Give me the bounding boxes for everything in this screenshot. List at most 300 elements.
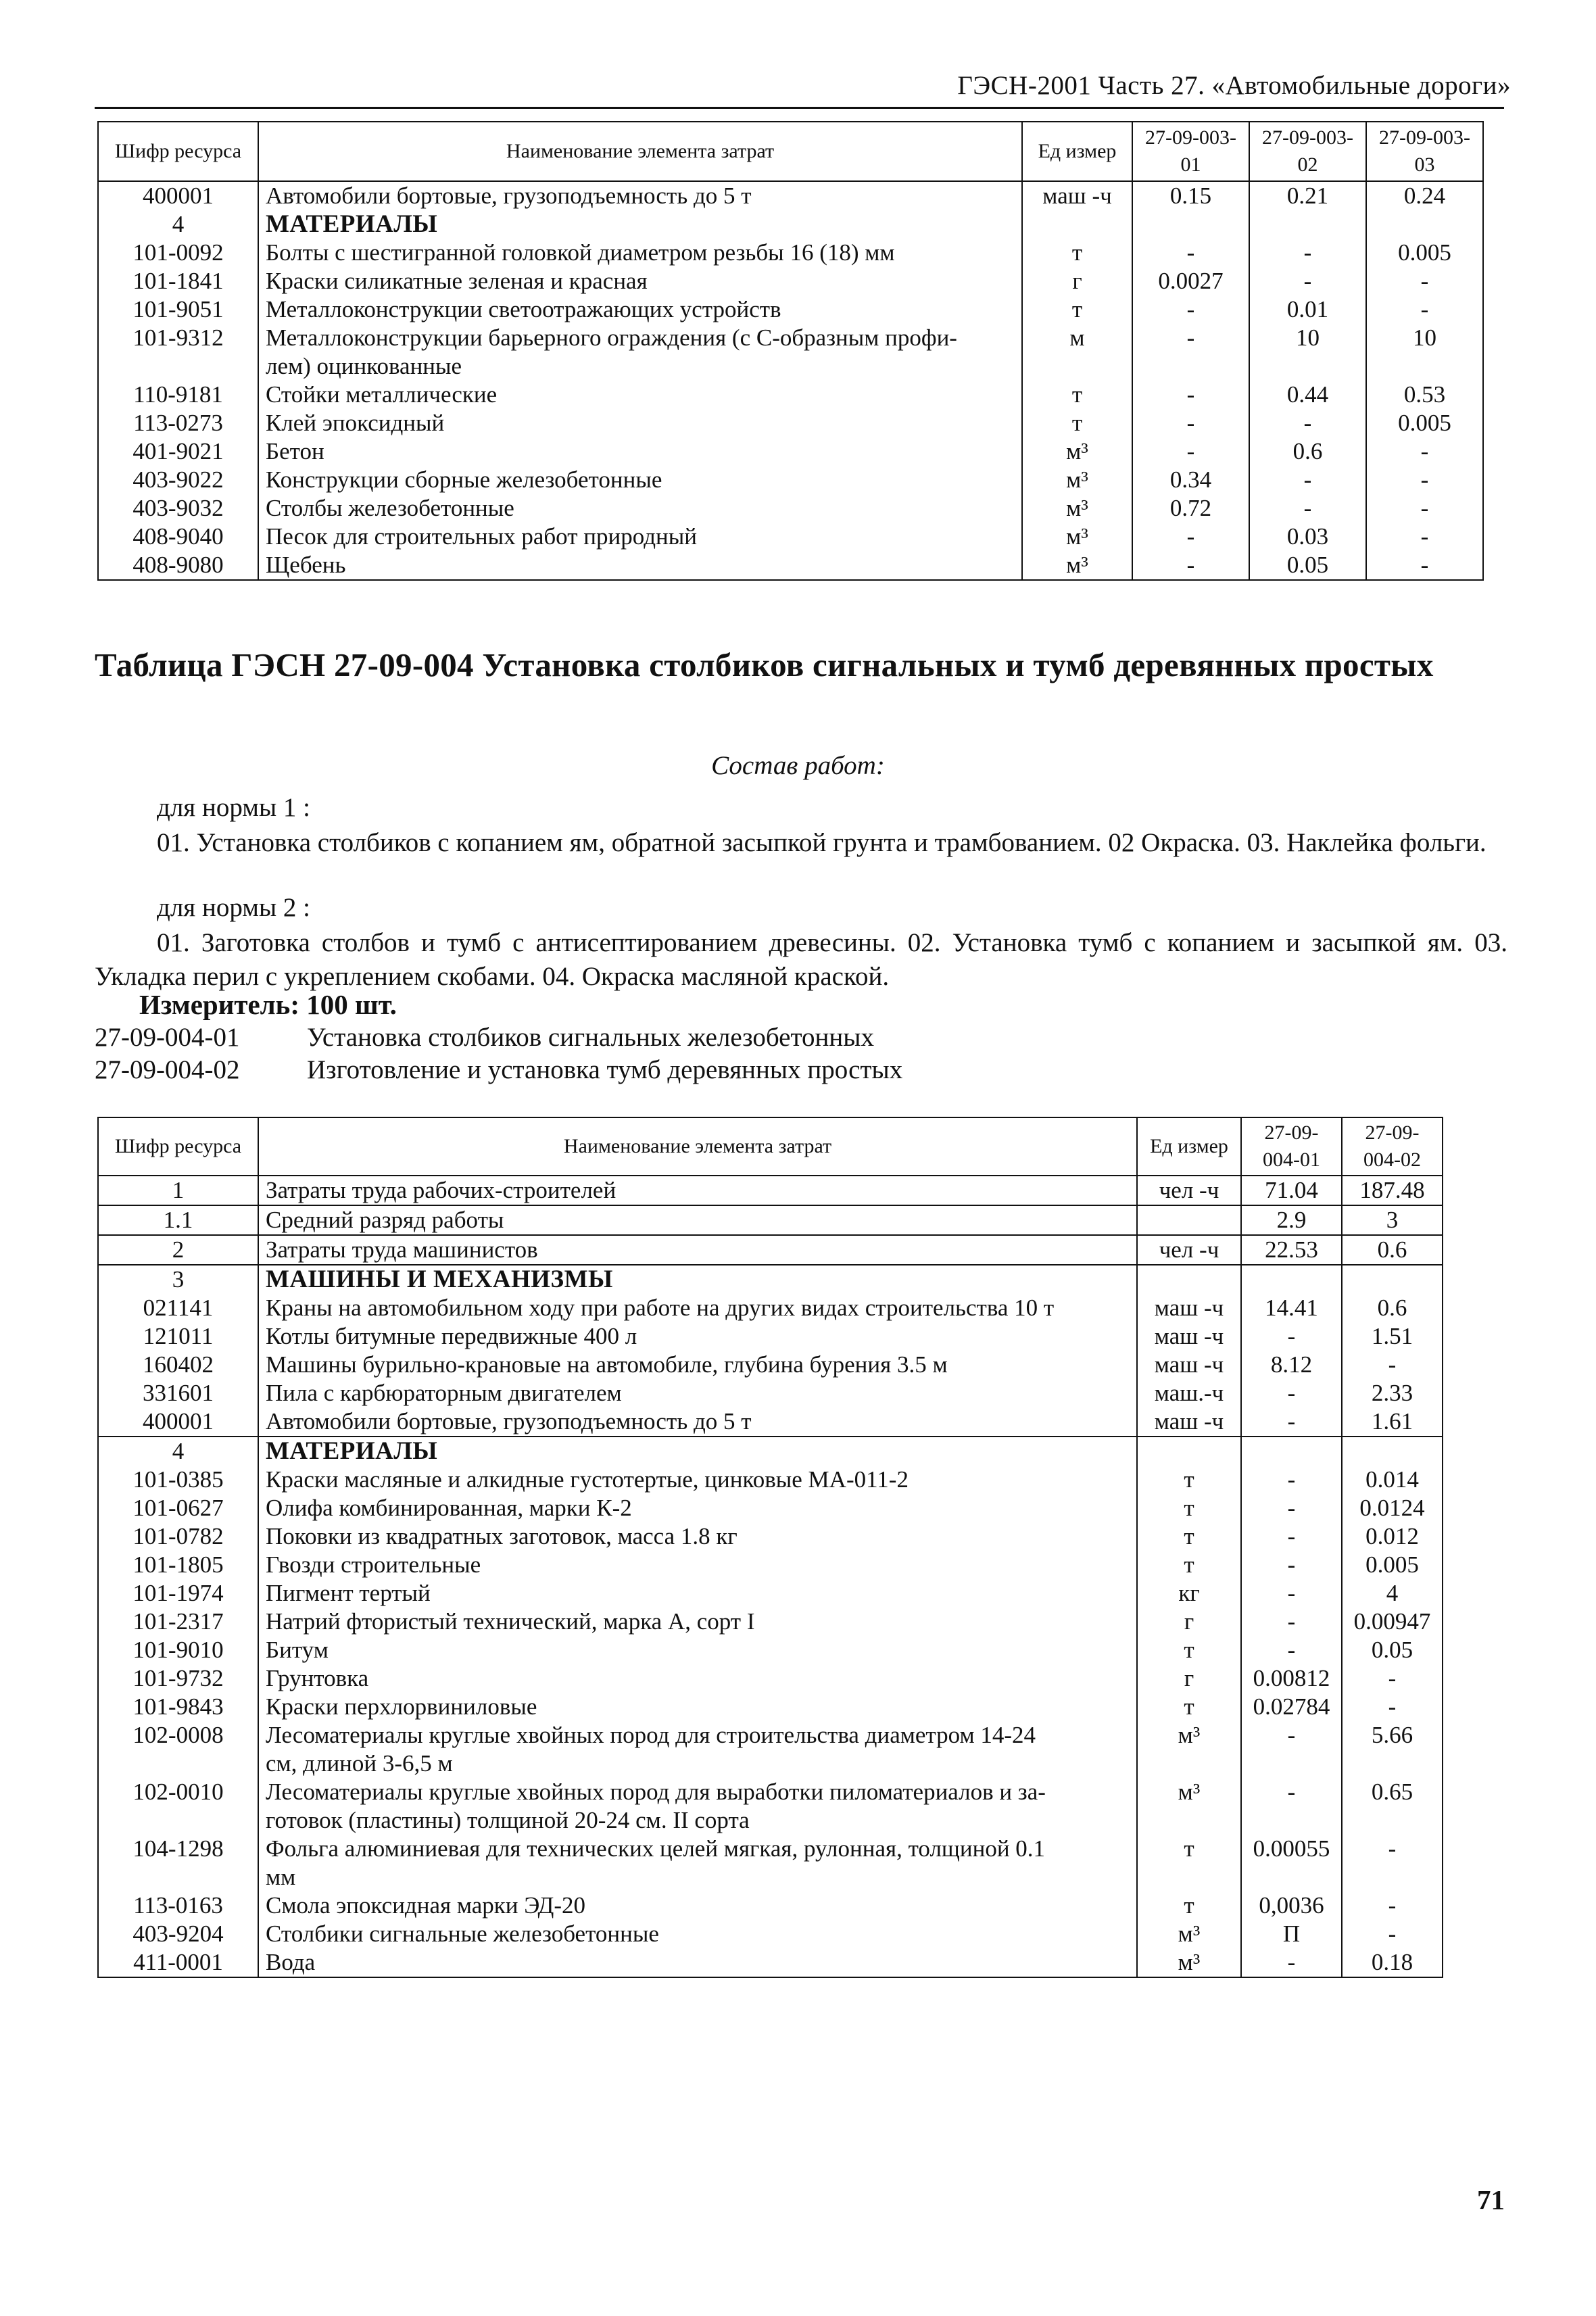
norm1-label: для нормы 1 : — [157, 793, 310, 822]
resource-name: Щебень — [266, 552, 346, 578]
norm-value-cell: 0.05 — [1249, 551, 1366, 580]
resource-name-cell — [258, 1721, 1137, 1778]
norm-value-cell: 10 — [1249, 324, 1366, 381]
norm-value-cell: 0.02784 — [1241, 1693, 1342, 1721]
unit-cell: чел -ч — [1137, 1176, 1241, 1205]
unit-cell: маш.-ч — [1137, 1379, 1241, 1407]
table-row — [98, 1664, 1443, 1693]
table-row — [98, 1778, 1443, 1835]
resource-name: Песок для строительных работ природный — [266, 523, 697, 550]
unit-cell: чел -ч — [1137, 1235, 1241, 1265]
norm-value-cell — [1132, 210, 1249, 239]
resource-name: Краски перхлорвиниловые — [266, 1693, 537, 1720]
unit-cell: м³ — [1137, 1920, 1241, 1948]
norm-value-cell: 8.12 — [1241, 1351, 1342, 1379]
table-row — [98, 181, 1483, 210]
norm-value-cell: - — [1249, 409, 1366, 437]
table-row — [98, 409, 1483, 437]
unit-cell: т — [1022, 381, 1132, 409]
resource-name: Краски масляные и алкидные густотертые, цинковые МА-011-2 — [266, 1466, 909, 1493]
unit-cell: т — [1137, 1835, 1241, 1891]
resource-name-continued: см, длиной 3-6,5 м — [266, 1750, 453, 1777]
resource-name-cell — [258, 381, 1022, 409]
table-row — [98, 381, 1483, 409]
norm-value-cell: П — [1241, 1920, 1342, 1948]
table-row — [98, 1294, 1443, 1322]
column-header: 27-09-003-02 — [1249, 122, 1366, 181]
unit-cell: г — [1137, 1664, 1241, 1693]
norm-value-cell: 0.012 — [1342, 1522, 1443, 1551]
norm-value-cell: 2.9 — [1241, 1205, 1342, 1235]
resource-code-cell: 101-0092 — [98, 239, 258, 267]
norm-value-cell: 0.15 — [1132, 181, 1249, 210]
table-row — [98, 1522, 1443, 1551]
unit-cell: маш -ч — [1137, 1322, 1241, 1351]
norm-value-cell: 10 — [1366, 324, 1483, 381]
resource-code-cell: 101-1805 — [98, 1551, 258, 1579]
unit-cell — [1137, 1437, 1241, 1466]
table-row — [98, 324, 1483, 381]
norm-value-cell — [1342, 1437, 1443, 1466]
norm-value-cell: 5.66 — [1342, 1721, 1443, 1778]
resource-code-cell: 408-9040 — [98, 523, 258, 551]
norm-value-cell: - — [1132, 324, 1249, 381]
norm-value-cell: 0.34 — [1132, 466, 1249, 494]
norm-value-cell: - — [1241, 1579, 1342, 1608]
resource-name: Машины бурильно-крановые на автомобиле, глубина бурения 3.5 м — [266, 1351, 948, 1378]
norm-value-cell: - — [1132, 381, 1249, 409]
unit-cell — [1022, 210, 1132, 239]
table-row — [98, 239, 1483, 267]
table-row — [98, 1466, 1443, 1494]
resource-code-cell: 110-9181 — [98, 381, 258, 409]
unit-cell: маш -ч — [1137, 1294, 1241, 1322]
norm-value-cell: - — [1241, 1522, 1342, 1551]
column-header: 27-09-004-02 — [1342, 1117, 1443, 1176]
column-header: Шифр ресурса — [98, 122, 258, 181]
resource-code-cell: 411-0001 — [98, 1948, 258, 1977]
norm-value-cell: - — [1249, 494, 1366, 523]
resource-code-cell: 101-9051 — [98, 295, 258, 324]
norm-value-cell: 0.6 — [1342, 1294, 1443, 1322]
norm-value-cell: 0.00812 — [1241, 1664, 1342, 1693]
norm-value-cell: 0.05 — [1342, 1636, 1443, 1664]
resource-name-cell — [258, 1664, 1137, 1693]
table-row — [98, 1322, 1443, 1351]
unit-cell: маш -ч — [1137, 1407, 1241, 1437]
resource-code-cell: 400001 — [98, 181, 258, 210]
norm-value-cell: - — [1132, 409, 1249, 437]
norm-value-cell: 0.03 — [1249, 523, 1366, 551]
resource-code-cell: 101-9312 — [98, 324, 258, 381]
norm-value-cell: - — [1241, 1778, 1342, 1835]
resource-name: Гвозди строительные — [266, 1551, 481, 1578]
resource-name-cell — [258, 1948, 1137, 1977]
resource-name: Автомобили бортовые, грузоподъемность до 5 т — [266, 1408, 752, 1434]
resource-name: Фольга алюминиевая для технических целей мягкая, рулонная, толщиной 0.1 — [266, 1835, 1046, 1862]
norm-value-cell: 0.005 — [1342, 1551, 1443, 1579]
norm-value-cell: 0.01 — [1249, 295, 1366, 324]
resource-name: Пила с карбюраторным двигателем — [266, 1380, 622, 1406]
table-row — [98, 1176, 1443, 1205]
norm-value-cell: - — [1132, 437, 1249, 466]
norm-value-cell: - — [1366, 295, 1483, 324]
norm-value-cell: - — [1342, 1664, 1443, 1693]
resource-name: Клей эпоксидный — [266, 410, 445, 436]
norm-value-cell: - — [1132, 295, 1249, 324]
norm-value-cell: 0,0036 — [1241, 1891, 1342, 1920]
norm-code: 27-09-004-01 — [95, 1023, 240, 1052]
resource-code-cell: 331601 — [98, 1379, 258, 1407]
resource-name: Бетон — [266, 438, 324, 464]
composition-title: Состав работ: — [711, 751, 885, 780]
table-row — [98, 1920, 1443, 1948]
resource-table-004 — [97, 1117, 1443, 1978]
norm-value-cell: 0.00055 — [1241, 1835, 1342, 1891]
resource-name-cell — [258, 1891, 1137, 1920]
norm-value-cell: - — [1342, 1835, 1443, 1891]
resource-code-cell: 113-0163 — [98, 1891, 258, 1920]
resource-name-continued: готовок (пластины) толщиной 20-24 см. II сорта — [266, 1807, 750, 1833]
norm-value-cell: - — [1366, 466, 1483, 494]
table-row — [98, 1579, 1443, 1608]
table-row — [98, 1721, 1443, 1778]
resource-name-cell — [258, 295, 1022, 324]
resource-name-cell — [258, 1351, 1137, 1379]
resource-name-cell — [258, 494, 1022, 523]
resource-name-cell — [258, 324, 1022, 381]
norm-value-cell: 0.6 — [1342, 1235, 1443, 1265]
norm-value-cell: - — [1241, 1636, 1342, 1664]
resource-name: МАШИНЫ И МЕХАНИЗМЫ — [266, 1265, 613, 1293]
table-row — [98, 1351, 1443, 1379]
column-header: Ед измер — [1022, 122, 1132, 181]
table-row — [98, 523, 1483, 551]
measure-unit: Измеритель: 100 шт. — [139, 989, 397, 1020]
resource-name-cell — [258, 1466, 1137, 1494]
resource-code-cell: 400001 — [98, 1407, 258, 1437]
norm-value-cell: 22.53 — [1241, 1235, 1342, 1265]
resource-name: Битум — [266, 1637, 329, 1663]
resource-code-cell: 101-2317 — [98, 1608, 258, 1636]
unit-cell: м³ — [1137, 1948, 1241, 1977]
resource-code-cell: 101-9843 — [98, 1693, 258, 1721]
table-row — [98, 1835, 1443, 1891]
table-header-row — [98, 1117, 1443, 1176]
resource-name: Пигмент тертый — [266, 1580, 431, 1606]
resource-name-cell — [258, 437, 1022, 466]
resource-name-cell — [258, 523, 1022, 551]
norm1-text: 01. Установка столбиков с копанием ям, обратной засыпкой грунта и трамбованием. 02 Окраска. 03. Наклейка фольги. — [157, 828, 1486, 857]
resource-code-cell: 121011 — [98, 1322, 258, 1351]
resource-code-cell: 1.1 — [98, 1205, 258, 1235]
resource-code-cell: 101-0782 — [98, 1522, 258, 1551]
resource-code-cell: 2 — [98, 1235, 258, 1265]
unit-cell: т — [1137, 1466, 1241, 1494]
resource-name-cell — [258, 1379, 1137, 1407]
resource-name-cell — [258, 466, 1022, 494]
norm-value-cell: - — [1366, 551, 1483, 580]
resource-name-cell — [258, 267, 1022, 295]
table-row — [98, 494, 1483, 523]
resource-name-cell — [258, 1265, 1137, 1294]
table-row — [98, 1205, 1443, 1235]
resource-name-cell — [258, 1437, 1137, 1466]
resource-name: Столбы железобетонные — [266, 495, 514, 521]
resource-code-cell: 160402 — [98, 1351, 258, 1379]
table-row — [98, 1608, 1443, 1636]
norm-value-cell: - — [1241, 1379, 1342, 1407]
resource-name: Лесоматериалы круглые хвойных пород для выработки пиломатериалов и за- — [266, 1779, 1046, 1805]
resource-code-cell: 101-9732 — [98, 1664, 258, 1693]
table-row — [98, 1693, 1443, 1721]
running-header: ГЭСН-2001 Часть 27. «Автомобильные дороги» — [957, 71, 1511, 100]
norm-row — [95, 1022, 874, 1053]
resource-name-cell — [258, 1778, 1137, 1835]
norm-value-cell: - — [1241, 1948, 1342, 1977]
resource-name: Затраты труда машинистов — [266, 1236, 538, 1263]
unit-cell: м³ — [1022, 437, 1132, 466]
norm-value-cell: - — [1342, 1891, 1443, 1920]
resource-name-continued: лем) оцинкованные — [266, 353, 462, 379]
unit-cell: маш -ч — [1022, 181, 1132, 210]
resource-name-cell — [258, 1693, 1137, 1721]
resource-name: Краны на автомобильном ходу при работе на других видах строительства 10 т — [266, 1295, 1055, 1321]
norm-value-cell — [1241, 1437, 1342, 1466]
norm-value-cell: 187.48 — [1342, 1176, 1443, 1205]
resource-code-cell: 401-9021 — [98, 437, 258, 466]
resource-code-cell: 101-9010 — [98, 1636, 258, 1664]
resource-name: Грунтовка — [266, 1665, 369, 1691]
resource-name-cell — [258, 1205, 1137, 1235]
norm-value-cell: - — [1366, 523, 1483, 551]
resource-name: Смола эпоксидная марки ЭД-20 — [266, 1892, 585, 1919]
resource-code-cell: 101-1841 — [98, 267, 258, 295]
norm-value-cell — [1366, 210, 1483, 239]
resource-name-cell — [258, 409, 1022, 437]
resource-name: Вода — [266, 1949, 316, 1975]
norm-value-cell: 2.33 — [1342, 1379, 1443, 1407]
resource-name-cell — [258, 1551, 1137, 1579]
norm-value-cell: - — [1241, 1721, 1342, 1778]
norm-value-cell: - — [1241, 1494, 1342, 1522]
norm-value-cell — [1249, 210, 1366, 239]
unit-cell: г — [1022, 267, 1132, 295]
table-row — [98, 1494, 1443, 1522]
resource-code-cell: 4 — [98, 1437, 258, 1466]
resource-code-cell: 403-9022 — [98, 466, 258, 494]
norm-text: Установка столбиков сигнальных железобетонных — [307, 1023, 874, 1052]
resource-name-cell — [258, 1294, 1137, 1322]
table-row — [98, 1235, 1443, 1265]
norm-value-cell: 0.005 — [1366, 239, 1483, 267]
norm-value-cell: 0.0124 — [1342, 1494, 1443, 1522]
table-row — [98, 466, 1483, 494]
header-rule — [95, 107, 1504, 109]
norm-value-cell: 0.014 — [1342, 1466, 1443, 1494]
resource-name: Средний разряд работы — [266, 1207, 504, 1233]
norm-row — [95, 1055, 902, 1085]
resource-name-cell — [258, 1235, 1137, 1265]
resource-code-cell: 101-1974 — [98, 1579, 258, 1608]
resource-code-cell: 102-0010 — [98, 1778, 258, 1835]
unit-cell: т — [1022, 295, 1132, 324]
norm-value-cell: 14.41 — [1241, 1294, 1342, 1322]
resource-name: Краски силикатные зеленая и красная — [266, 268, 648, 294]
resource-name-cell — [258, 551, 1022, 580]
norm-value-cell: 3 — [1342, 1205, 1443, 1235]
norm-value-cell: 0.6 — [1249, 437, 1366, 466]
resource-code-cell: 3 — [98, 1265, 258, 1294]
unit-cell: м³ — [1022, 494, 1132, 523]
table-row — [98, 437, 1483, 466]
unit-cell: м³ — [1022, 551, 1132, 580]
table-row — [98, 1948, 1443, 1977]
unit-cell — [1137, 1205, 1241, 1235]
unit-cell: м³ — [1137, 1721, 1241, 1778]
resource-code-cell: 4 — [98, 210, 258, 239]
norm-value-cell: - — [1132, 523, 1249, 551]
table-row — [98, 1407, 1443, 1437]
resource-name: Затраты труда рабочих-строителей — [266, 1177, 616, 1203]
unit-cell: т — [1137, 1522, 1241, 1551]
norm-value-cell: - — [1342, 1351, 1443, 1379]
norm-value-cell: 4 — [1342, 1579, 1443, 1608]
norm-value-cell: - — [1249, 239, 1366, 267]
resource-name: МАТЕРИАЛЫ — [266, 1437, 438, 1465]
table-row — [98, 1891, 1443, 1920]
resource-code-cell: 1 — [98, 1176, 258, 1205]
resource-name-cell — [258, 1608, 1137, 1636]
unit-cell: г — [1137, 1608, 1241, 1636]
norm-value-cell: 0.72 — [1132, 494, 1249, 523]
column-header: Ед измер — [1137, 1117, 1241, 1176]
norm-value-cell: - — [1241, 1551, 1342, 1579]
resource-name: Металлоконструкции светоотражающих устройств — [266, 296, 781, 322]
unit-cell: м — [1022, 324, 1132, 381]
norm-code: 27-09-004-02 — [95, 1055, 240, 1084]
column-header: 27-09-004-01 — [1241, 1117, 1342, 1176]
norm2-text: 01. Заготовка столбов и тумб с антисептированием древесины. 02. Установка тумб с копанием и засыпкой ям. 03. Укладка перил с укреплением скобами. 04. Окраска масляной краской. — [95, 928, 1507, 991]
resource-name: Лесоматериалы круглые хвойных пород для строительства диаметром 14-24 — [266, 1722, 1036, 1748]
table-row — [98, 295, 1483, 324]
norm-value-cell: 0.65 — [1342, 1778, 1443, 1835]
resource-name-cell — [258, 1522, 1137, 1551]
unit-cell: кг — [1137, 1579, 1241, 1608]
norm-value-cell: - — [1342, 1920, 1443, 1948]
unit-cell: т — [1137, 1693, 1241, 1721]
norm-value-cell: - — [1366, 267, 1483, 295]
resource-table-003 — [97, 121, 1484, 581]
resource-code-cell: 104-1298 — [98, 1835, 258, 1891]
unit-cell: маш -ч — [1137, 1351, 1241, 1379]
unit-cell: т — [1137, 1636, 1241, 1664]
norm2-label: для нормы 2 : — [157, 893, 310, 922]
unit-cell: м³ — [1137, 1778, 1241, 1835]
norm-value-cell: - — [1241, 1608, 1342, 1636]
unit-cell: т — [1022, 409, 1132, 437]
section-row — [98, 1265, 1443, 1294]
norm-value-cell — [1342, 1265, 1443, 1294]
norm-value-cell: 1.51 — [1342, 1322, 1443, 1351]
resource-name-cell — [258, 1176, 1137, 1205]
norm-text: Изготовление и установка тумб деревянных простых — [307, 1055, 903, 1084]
column-header: 27-09-003-03 — [1366, 122, 1483, 181]
norm-value-cell: - — [1366, 437, 1483, 466]
norm-value-cell: - — [1342, 1693, 1443, 1721]
resource-name: Стойки металлические — [266, 381, 498, 408]
resource-name: Металлоконструкции барьерного ограждения (с С-образным профи- — [266, 324, 957, 351]
norm-value-cell: - — [1366, 494, 1483, 523]
resource-name-cell — [258, 1322, 1137, 1351]
resource-name-cell — [258, 1636, 1137, 1664]
resource-code-cell: 408-9080 — [98, 551, 258, 580]
norm-value-cell: 0.24 — [1366, 181, 1483, 210]
page-number: 71 — [1477, 2184, 1505, 2215]
column-header: 27-09-003-01 — [1132, 122, 1249, 181]
resource-name: МАТЕРИАЛЫ — [266, 210, 438, 238]
column-header: Наименование элемента затрат — [258, 1117, 1137, 1176]
norm-value-cell: - — [1241, 1322, 1342, 1351]
resource-code-cell: 403-9032 — [98, 494, 258, 523]
section-row — [98, 210, 1483, 239]
norm-value-cell: - — [1132, 551, 1249, 580]
unit-cell: т — [1022, 239, 1132, 267]
norm-value-cell: 1.61 — [1342, 1407, 1443, 1437]
unit-cell: т — [1137, 1494, 1241, 1522]
resource-code-cell: 113-0273 — [98, 409, 258, 437]
resource-code-cell: 021141 — [98, 1294, 258, 1322]
norm-value-cell: - — [1132, 239, 1249, 267]
unit-cell: м³ — [1022, 523, 1132, 551]
resource-name-continued: мм — [266, 1864, 296, 1890]
norm-value-cell: - — [1241, 1466, 1342, 1494]
norm-value-cell — [1241, 1265, 1342, 1294]
table-title: Таблица ГЭСН 27-09-004 Установка столбиков сигнальных и тумб деревянных простых — [95, 646, 1434, 683]
resource-name-cell — [258, 239, 1022, 267]
unit-cell — [1137, 1265, 1241, 1294]
norm-value-cell: - — [1249, 267, 1366, 295]
unit-cell: м³ — [1022, 466, 1132, 494]
resource-name: Болты с шестигранной головкой диаметром резьбы 16 (18) мм — [266, 239, 895, 266]
resource-name-cell — [258, 1579, 1137, 1608]
resource-name-cell — [258, 1835, 1137, 1891]
table-row — [98, 267, 1483, 295]
norm-value-cell: 0.21 — [1249, 181, 1366, 210]
resource-code-cell: 101-0385 — [98, 1466, 258, 1494]
resource-name: Автомобили бортовые, грузоподъемность до 5 т — [266, 183, 752, 209]
resource-name-cell — [258, 1920, 1137, 1948]
resource-name-cell — [258, 1407, 1137, 1437]
table-row — [98, 1551, 1443, 1579]
table-row — [98, 1379, 1443, 1407]
table-row — [98, 1636, 1443, 1664]
resource-name-cell — [258, 1494, 1137, 1522]
resource-code-cell: 403-9204 — [98, 1920, 258, 1948]
norm-value-cell: - — [1241, 1407, 1342, 1437]
resource-name-cell — [258, 210, 1022, 239]
table-row — [98, 551, 1483, 580]
norm-value-cell: 0.0027 — [1132, 267, 1249, 295]
resource-name: Олифа комбинированная, марки К-2 — [266, 1495, 632, 1521]
norm-value-cell: 0.18 — [1342, 1948, 1443, 1977]
norm-value-cell: 0.00947 — [1342, 1608, 1443, 1636]
norm-value-cell: 0.44 — [1249, 381, 1366, 409]
resource-name: Котлы битумные передвижные 400 л — [266, 1323, 637, 1349]
norm-value-cell: - — [1249, 466, 1366, 494]
norm-value-cell: 0.53 — [1366, 381, 1483, 409]
resource-name-cell — [258, 181, 1022, 210]
